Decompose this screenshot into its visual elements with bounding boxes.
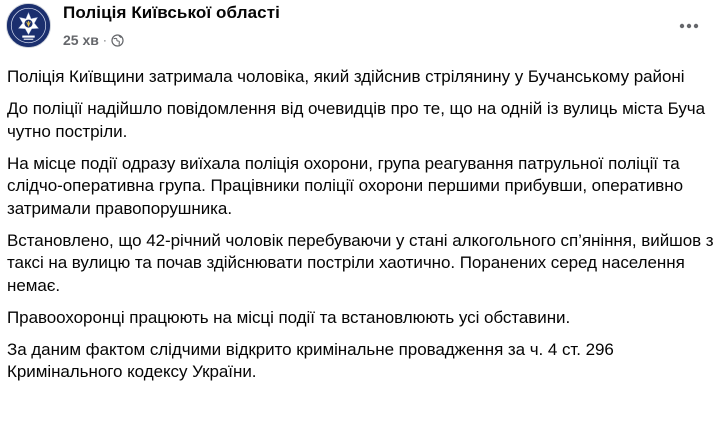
post-paragraph: За даним фактом слідчими відкрито кримінальне провадження за ч. 4 ст. 296 Кримінального кодексу України. [7, 339, 614, 381]
author-name[interactable]: Поліція Київської області [63, 3, 280, 22]
globe-icon[interactable] [111, 34, 124, 47]
post-body [7, 66, 715, 393]
post-paragraph: На місце події одразу виїхала поліція охорони, група реагування патрульної поліції та слідчо-оперативна група. Працівники поліції охорони першими прибувши, оперативно затримали правопорушника. [7, 153, 683, 218]
post-meta [63, 31, 124, 49]
post-paragraph: Правоохоронці працюють на місці події та встановлюють усі обставини. [7, 307, 571, 327]
post-paragraph: Поліція Київщини затримала чоловіка, який здійснив стрілянину у Бучанському районі [7, 67, 685, 86]
post-paragraph: До поліції надійшло повідомлення від очевидців про те, що на одній із вулиць міста Буча чутно постріли. [7, 99, 706, 141]
more-options-button[interactable] [674, 13, 704, 39]
police-emblem-icon [7, 4, 50, 47]
avatar[interactable] [6, 3, 51, 48]
timestamp[interactable]: 25 хв [63, 32, 99, 48]
post-header [0, 0, 720, 62]
more-horizontal-icon [679, 23, 699, 29]
post-paragraph: Встановлено, що 42-річний чоловік перебуваючи у стані алкогольного сп’яніння, вийшов з таксі на вулицю та почав здійснювати постріли хаотично. Поранених серед населення немає. [7, 230, 714, 295]
meta-separator: · [102, 33, 107, 47]
